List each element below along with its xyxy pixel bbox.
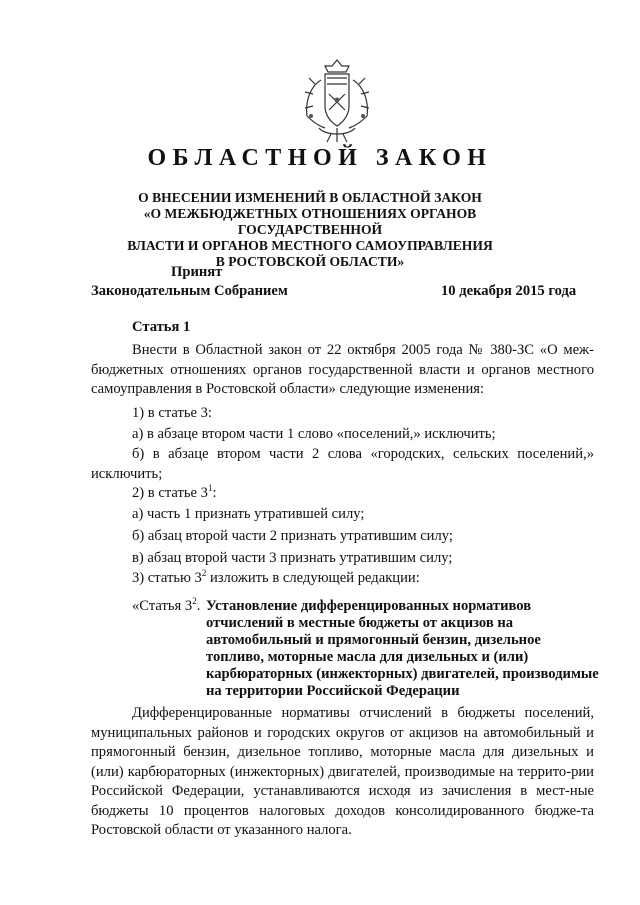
- item-1: 1) в статье 3:: [132, 405, 212, 421]
- quoted-label-sup: 2: [192, 596, 197, 606]
- item-1a: а) в абзаце втором части 1 слово «поселений,» исключить;: [132, 426, 496, 442]
- document-title: ОБЛАСТНОЙ ЗАКОН: [147, 145, 493, 171]
- item-1b: б) в абзаце втором части 2 слова «городских, сельских поселений,» исключить;: [91, 446, 594, 482]
- law-subtitle: [90, 190, 530, 270]
- intro-paragraph: Внести в Областной закон от 22 октября 2005 года № 380-ЗС «О меж-бюджетных отношениях органов государственной власти и органов местного самоуправления в Ростовской области» следующие изменения:: [91, 342, 594, 397]
- item-2: [132, 485, 217, 502]
- item-3: [132, 570, 420, 587]
- quoted-article-label: [132, 598, 206, 615]
- item-2c: в) абзац второй части 3 признать утратившим силу;: [132, 550, 453, 566]
- item-2b: б) абзац второй части 2 признать утратившим силу;: [132, 528, 453, 544]
- item-3-suffix: изложить в следующей редакции:: [206, 570, 420, 586]
- body-paragraph: Дифференцированные нормативы отчислений в бюджеты поселений, муниципальных районов и городских округов от акцизов на автомобильный и прямогонный бензин, дизельное топливо, моторные масла для дизельных и (или) карбюраторных (инжекторных) двигателей, производимые на террито-рии Российской Федерации, устанавливаются исходя из зачисления в мест-ные бюджеты 10 процентов налоговых доходов консолидированного бюдже-та Ростовской области от указанного налога.: [91, 705, 594, 838]
- adopted-date: 10 декабря 2015 года: [441, 283, 577, 299]
- subtitle-line: «О МЕЖБЮДЖЕТНЫХ ОТНОШЕНИЯХ ОРГАНОВ ГОСУДАРСТВЕННОЙ: [143, 206, 477, 237]
- item-2a: а) часть 1 признать утратившей силу;: [132, 506, 365, 522]
- article-heading: Статья 1: [132, 319, 191, 335]
- item-2-sup: 1: [207, 483, 213, 493]
- rostov-coat-of-arms-icon: [291, 54, 383, 146]
- subtitle-line: В РОСТОВСКОЙ ОБЛАСТИ»: [215, 254, 405, 269]
- subtitle-line: ВЛАСТИ И ОРГАНОВ МЕСТНОГО САМОУПРАВЛЕНИЯ: [127, 238, 493, 253]
- subtitle-line: О ВНЕСЕНИИ ИЗМЕНЕНИЙ В ОБЛАСТНОЙ ЗАКОН: [138, 190, 482, 205]
- adopted-label: Принят: [171, 264, 223, 280]
- item-2-text: 2) в статье 3: [132, 485, 208, 501]
- quoted-label-suffix: .: [196, 598, 201, 614]
- item-3-text: 3) статью 3: [132, 570, 202, 586]
- quoted-label-text: «Статья 3: [132, 598, 193, 614]
- quoted-article-title: Установление дифференцированных нормативов отчислений в местные бюджеты от акцизов на автомобильный и прямогонный бензин, дизельное топливо, моторные масла для дизельных и (или) карбюраторных (инжекторных) двигателей, производимые на территории Российской Федерации: [206, 598, 599, 699]
- quoted-article: [132, 598, 602, 700]
- adopted-by: Законодательным Собранием: [91, 283, 288, 299]
- item-3-sup: 2: [201, 568, 207, 578]
- item-2-suffix: :: [212, 485, 217, 501]
